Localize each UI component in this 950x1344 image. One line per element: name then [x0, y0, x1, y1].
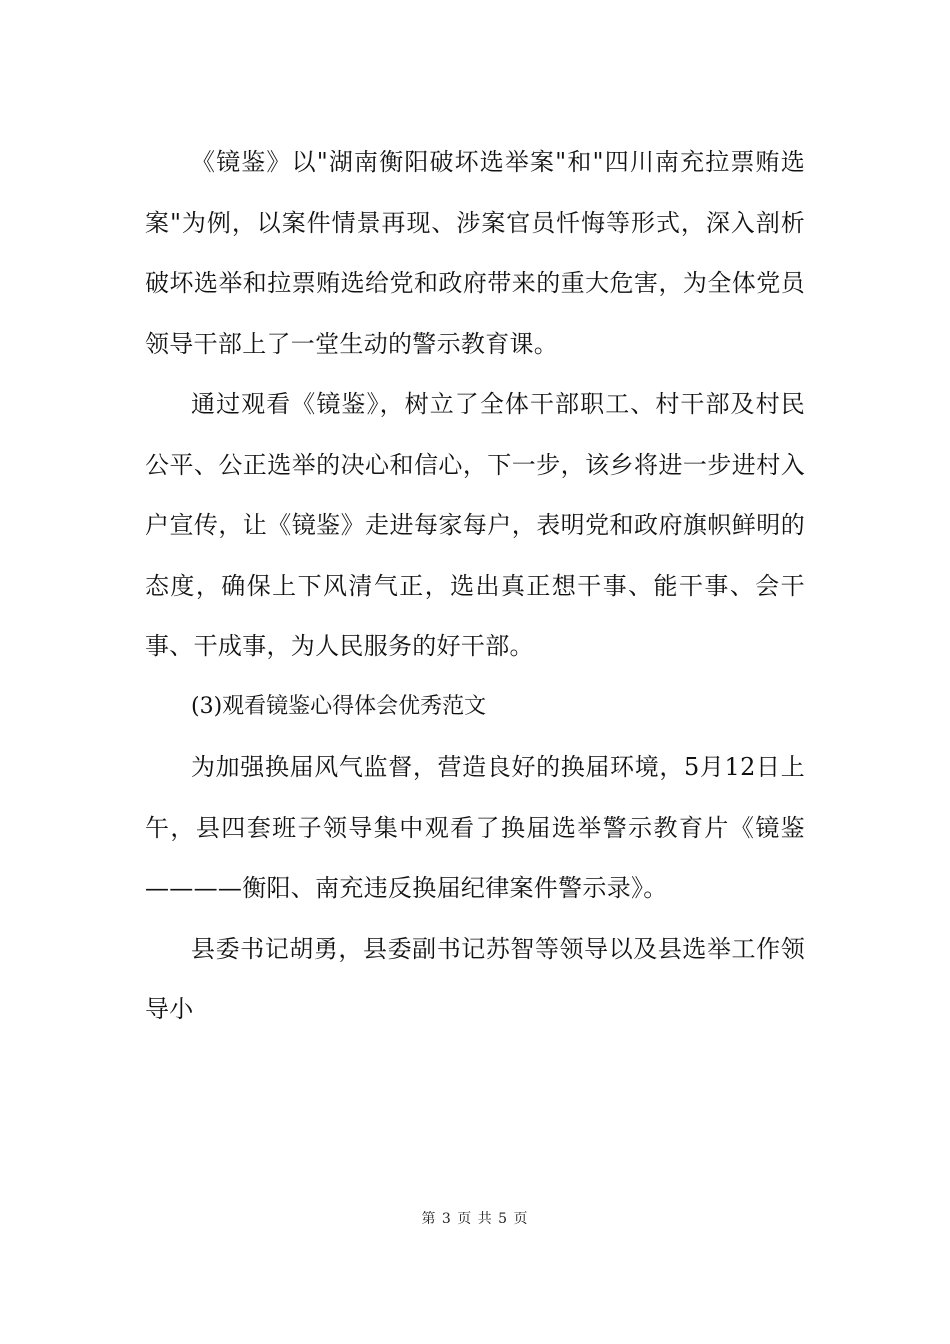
- paragraph-2: 通过观看《镜鉴》，树立了全体干部职工、村干部及村民公平、公正选举的决心和信心，下一步，该乡将进一步进村入户宣传，让《镜鉴》走进每家每户，表明党和政府旗帜鲜明的态度，确保上下风清气正，选出真正想干事、能干事、会干事、干成事，为人民服务的好干部。: [145, 390, 805, 660]
- paragraph-4: 县委书记胡勇，县委副书记苏智等领导以及县选举工作领导小: [145, 934, 805, 1023]
- section-heading: (3)观看镜鉴心得体会优秀范文: [191, 693, 487, 719]
- paragraph-1: 《镜鉴》以"湖南衡阳破坏选举案"和"四川南充拉票贿选案"为例，以案件情景再现、涉案官员忏悔等形式，深入剖析破坏选举和拉票贿选给党和政府带来的重大危害，为全体党员领导干部上了一堂生动的警示教育课。: [145, 148, 805, 358]
- paragraph-3: 为加强换届风气监督，营造良好的换届环境，5月12日上午，县四套班子领导集中观看了换届选举警示教育片《镜鉴————衡阳、南充违反换届纪律案件警示录》。: [145, 753, 805, 902]
- document-body: [145, 132, 805, 1040]
- page-number: 第 3 页 共 5 页: [421, 1211, 529, 1227]
